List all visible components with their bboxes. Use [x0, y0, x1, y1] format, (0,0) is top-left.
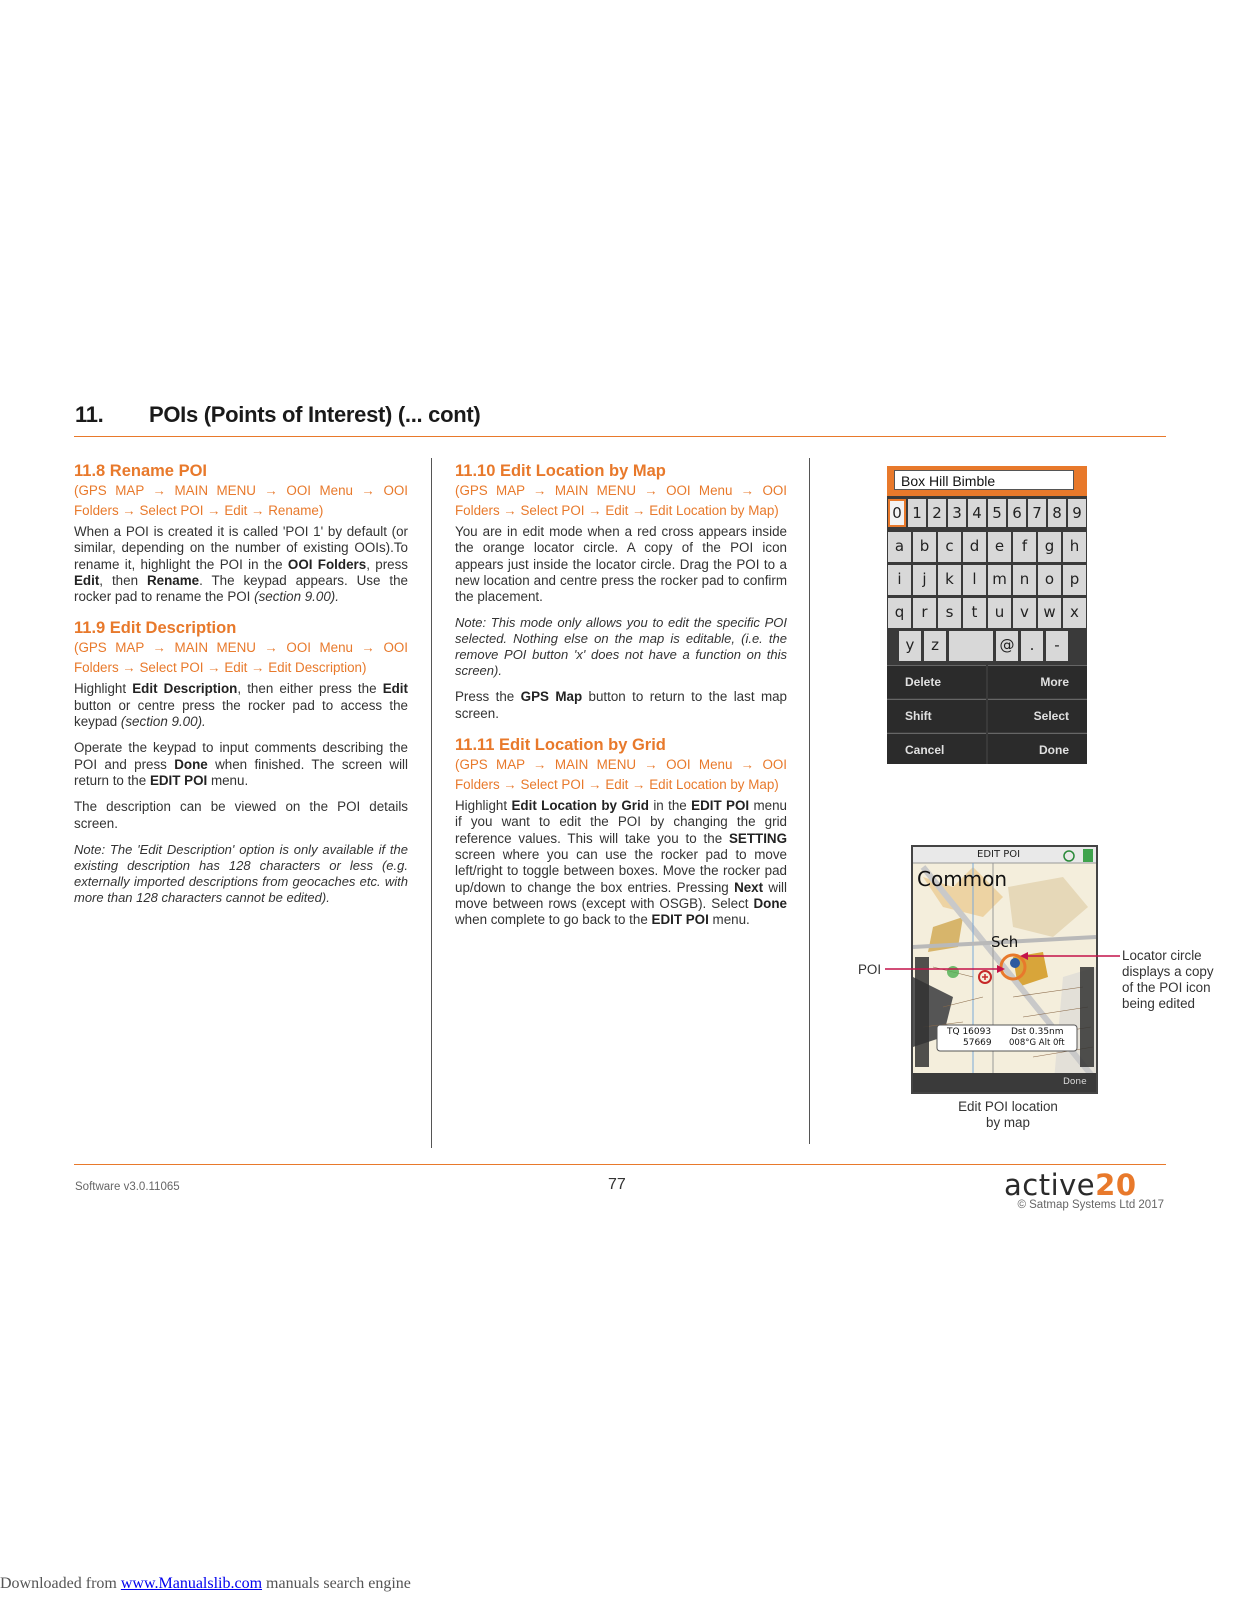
section-number: 11. — [75, 402, 104, 427]
note-edit-description: Note: The 'Edit Description' option is only available if the existing description has 128 characters or less (e.g. externally imported descriptions from geocaches etc. with more than 128 characters cannot be edited). — [74, 841, 408, 905]
section-title — [75, 402, 480, 428]
softkey-cancel[interactable]: Cancel — [887, 733, 986, 764]
key-5[interactable]: 5 — [988, 499, 1006, 527]
manualslib-link[interactable]: www.Manualslib.com — [120, 1575, 263, 1592]
key-8[interactable]: 8 — [1048, 499, 1066, 527]
key-6[interactable]: 6 — [1008, 499, 1026, 527]
key-k[interactable]: k — [938, 565, 961, 595]
section-title-text: POIs (Points of Interest) (... cont) — [149, 402, 481, 427]
keypad-text-field[interactable]: Box Hill Bimble — [894, 470, 1074, 490]
software-version: Software v3.0.11065 — [75, 1181, 180, 1193]
heading-edit-location-grid: 11.11 Edit Location by Grid — [455, 736, 666, 755]
key-2[interactable]: 2 — [928, 499, 946, 527]
key-x[interactable]: x — [1063, 598, 1086, 628]
page-number: 77 — [608, 1176, 626, 1193]
callout-poi: POI — [858, 962, 882, 977]
softkey-done[interactable]: Done — [988, 733, 1087, 764]
key-0[interactable]: 0 — [888, 499, 906, 527]
paragraph-edit-description-1: Highlight Edit Description, then either press the Edit button or centre press the rocker pad to access the keypad (section 9.00). — [74, 681, 408, 730]
key-s[interactable]: s — [938, 598, 961, 628]
key-u[interactable]: u — [988, 598, 1011, 628]
key-dash[interactable]: - — [1046, 631, 1068, 661]
note-edit-location-map: Note: This mode only allows you to edit the specific POI selected. Nothing else on the map is editable, (i.e. the remove POI button 'x' does not have a function on this screen). — [455, 615, 787, 679]
key-f[interactable]: f — [1013, 532, 1036, 562]
key-o[interactable]: o — [1038, 565, 1061, 595]
download-banner — [0, 1575, 411, 1593]
softkey-select[interactable]: Select — [988, 699, 1087, 732]
key-g[interactable]: g — [1038, 532, 1061, 562]
map-place-label: Common — [917, 867, 1008, 891]
key-3[interactable]: 3 — [948, 499, 966, 527]
paragraph-edit-location-map: You are in edit mode when a red cross appears inside the orange locator circle. A copy of the POI icon appears just inside the locator circle. Drag the POI to a new location and centre press the rocker pad to confirm the placement. — [455, 524, 787, 605]
paragraph-edit-description-3: The description can be viewed on the POI details screen. — [74, 799, 408, 831]
map-title: EDIT POI — [977, 849, 1021, 860]
key-v[interactable]: v — [1013, 598, 1036, 628]
key-q[interactable]: q — [888, 598, 911, 628]
grid-ref-line-2: 57669 — [963, 1038, 992, 1048]
key-a[interactable]: a — [888, 532, 911, 562]
key-p[interactable]: p — [1063, 565, 1086, 595]
key-m[interactable]: m — [988, 565, 1011, 595]
key-dot[interactable]: . — [1021, 631, 1043, 661]
header-rule — [74, 436, 1166, 437]
callout-poi-line — [885, 955, 1010, 975]
heading-rename-poi: 11.8 Rename POI — [74, 462, 207, 480]
figure-caption: Edit POI location by map — [958, 1099, 1058, 1130]
key-h[interactable]: h — [1063, 532, 1086, 562]
key-t[interactable]: t — [963, 598, 986, 628]
key-e[interactable]: e — [988, 532, 1011, 562]
softkey-more[interactable]: More — [988, 665, 1087, 698]
key-c[interactable]: c — [938, 532, 961, 562]
column-divider-1 — [431, 458, 432, 1148]
key-at[interactable]: @ — [996, 631, 1018, 661]
map-school-label: Sch — [991, 933, 1019, 951]
path-edit-location-grid: (GPS MAP → MAIN MENU → OOI Menu → OOI Folders → Select POI → Edit → Edit Location by Map) — [455, 757, 787, 793]
download-suffix: manuals search engine — [262, 1575, 411, 1592]
copyright: © Satmap Systems Ltd 2017 — [1017, 1199, 1164, 1211]
path-edit-location-map: (GPS MAP → MAIN MENU → OOI Menu → OOI Folders → Select POI → Edit → Edit Location by Map) — [455, 483, 787, 518]
key-1[interactable]: 1 — [908, 499, 926, 527]
heading-edit-description: 11.9 Edit Description — [74, 619, 237, 638]
key-b[interactable]: b — [913, 532, 936, 562]
paragraph-rename-poi: When a POI is created it is called 'POI 1' by default (or similar, depending on the number of existing OOIs).To rename it, highlight the POI in the OOI Folders, press Edit, then Rename. The keypad appears. Use the rocker pad to rename the POI (section 9.00). — [74, 524, 409, 605]
path-edit-description: (GPS MAP → MAIN MENU → OOI Menu → OOI Folders → Select POI → Edit → Edit Description) — [74, 640, 408, 676]
path-rename-poi: (GPS MAP → MAIN MENU → OOI Menu → OOI Folders → Select POI → Edit → Rename) — [74, 483, 408, 518]
column-1 — [74, 462, 408, 916]
map-done-button[interactable]: Done — [1063, 1077, 1087, 1087]
footer-rule — [74, 1164, 1166, 1165]
key-7[interactable]: 7 — [1028, 499, 1046, 527]
heading-edit-location-map: 11.10 Edit Location by Map — [455, 462, 666, 480]
paragraph-edit-location-grid: Highlight Edit Location by Grid in the EDIT POI menu if you want to edit the POI by changing the grid reference values. This will take you to the SETTING screen where you can use the rocker pad to move left/right to toggle between boxes. Move the rocker pad up/down to change the box entries. Pressing Next will move between rows (except with OSGB). Select Done when complete to go back to the EDIT POI menu. — [455, 798, 787, 928]
key-n[interactable]: n — [1013, 565, 1036, 595]
softkey-shift[interactable]: Shift — [887, 699, 986, 732]
key-w[interactable]: w — [1038, 598, 1061, 628]
paragraph-gps-map-return: Press the GPS Map button to return to the last map screen. — [455, 689, 787, 721]
column-2 — [455, 462, 787, 938]
download-prefix: Downloaded from — [0, 1575, 121, 1592]
bearing-alt-readout: 008°G Alt 0ft — [1009, 1038, 1065, 1048]
key-r[interactable]: r — [913, 598, 936, 628]
column-divider-2 — [809, 458, 810, 1144]
grid-ref-line-1: TQ 16093 — [947, 1027, 992, 1037]
softkey-delete[interactable]: Delete — [887, 665, 986, 698]
key-z[interactable]: z — [924, 631, 946, 661]
key-9[interactable]: 9 — [1068, 499, 1086, 527]
key-4[interactable]: 4 — [968, 499, 986, 527]
active20-logo — [1004, 1168, 1137, 1202]
callout-locator-line — [1020, 948, 1120, 964]
key-space[interactable] — [949, 631, 993, 661]
distance-readout: Dst 0.35nm — [1011, 1027, 1064, 1037]
key-i[interactable]: i — [888, 565, 911, 595]
key-y[interactable]: y — [899, 631, 921, 661]
key-j[interactable]: j — [913, 565, 936, 595]
paragraph-edit-description-2: Operate the keypad to input comments describing the POI and press Done when finished. The screen will return to the EDIT POI menu. — [74, 740, 408, 788]
callout-locator-text: Locator circle displays a copy of the POI icon being edited — [1122, 948, 1214, 1011]
key-l[interactable]: l — [963, 565, 986, 595]
keypad-screenshot — [887, 466, 1087, 764]
logo-text: active — [1004, 1168, 1096, 1202]
logo-number: 20 — [1095, 1168, 1137, 1202]
keypad-title-bar — [887, 466, 1087, 496]
key-d[interactable]: d — [963, 532, 986, 562]
